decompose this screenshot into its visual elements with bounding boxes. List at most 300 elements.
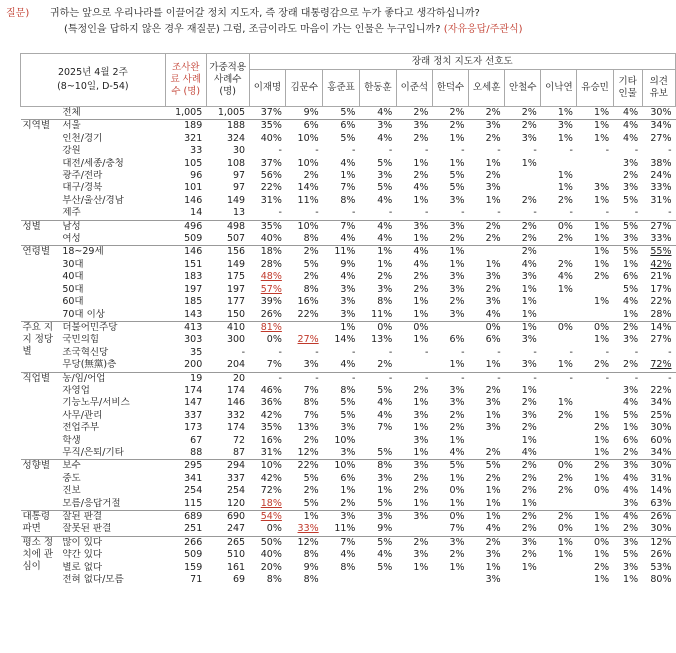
percent-value: 34% (650, 120, 672, 132)
percent-cell (323, 284, 360, 296)
percent-cell (323, 359, 360, 372)
percent-value: 8% (303, 283, 319, 295)
percent-value: 1% (485, 561, 501, 573)
percent-value: 22% (650, 296, 672, 308)
percent-value: 1% (594, 523, 610, 535)
percent-value: 2% (485, 220, 501, 232)
sample-complete-cell: 251 (184, 523, 203, 535)
percent-value: - (278, 372, 282, 384)
percent-cell (286, 120, 323, 133)
percent-cell (613, 385, 642, 397)
row-category: 남성 (59, 220, 165, 233)
percent-value: - (634, 207, 639, 219)
percent-value: 14% (650, 485, 672, 497)
percent-value: 3% (340, 446, 356, 458)
percent-cell (505, 460, 541, 473)
percent-cell (323, 182, 360, 194)
percent-value: 3% (413, 120, 429, 132)
percent-value: 4% (623, 107, 639, 118)
percent-cell (541, 284, 577, 296)
percent-value: 33% (650, 233, 672, 245)
percent-value: 2% (521, 511, 537, 522)
percent-value: 1% (521, 308, 537, 320)
percent-value: 5% (377, 561, 393, 573)
percent-cell (505, 562, 541, 574)
percent-value: 6% (303, 120, 319, 132)
percent-cell (359, 158, 396, 170)
column-header: 한덕수 (432, 70, 468, 107)
percent-value: 0% (557, 460, 573, 472)
percent-cell (249, 347, 286, 359)
percent-value: - (533, 145, 537, 157)
percent-cell (541, 107, 577, 120)
percent-cell (432, 562, 468, 574)
percent-value: 18% (260, 497, 282, 509)
percent-value: 1% (413, 233, 429, 245)
percent-value: 12% (650, 536, 672, 548)
percent-cell (286, 523, 323, 536)
percent-cell (505, 195, 541, 207)
percent-value: 2% (623, 359, 639, 371)
percent-cell (323, 473, 360, 485)
percent-value: - (533, 346, 537, 358)
table-row (21, 410, 676, 422)
percent-value: 3% (340, 422, 356, 434)
percent-value: - (424, 207, 429, 219)
percent-value: 1% (594, 233, 610, 245)
percent-value: 3% (485, 574, 501, 586)
percent-cell (642, 422, 675, 434)
percent-cell (323, 410, 360, 422)
percent-value: - (424, 346, 429, 358)
table-row (21, 133, 676, 145)
percent-value: 2% (594, 271, 610, 283)
percent-value: 34% (650, 397, 672, 409)
percent-cell (359, 271, 396, 283)
percent-cell (505, 498, 541, 511)
percent-value: 7% (303, 384, 319, 396)
percent-cell (541, 334, 577, 346)
percent-value: - (634, 145, 639, 157)
table-row (21, 347, 676, 359)
percent-cell (396, 447, 432, 460)
row-category: 18~29세 (59, 246, 165, 259)
percent-cell (249, 410, 286, 422)
percent-cell (396, 359, 432, 372)
percent-cell (396, 549, 432, 561)
percent-value: - (533, 207, 537, 219)
percent-cell (469, 385, 505, 397)
row-group-label: 성별 (21, 220, 60, 246)
percent-cell (286, 359, 323, 372)
percent-value: 5% (623, 409, 639, 421)
percent-value: 7% (340, 182, 356, 194)
percent-value: 2% (623, 523, 639, 535)
percent-cell (613, 309, 642, 322)
percent-cell (642, 133, 675, 145)
percent-cell (613, 574, 642, 586)
percent-value: 5% (303, 472, 319, 484)
row-category: 보수 (59, 460, 165, 473)
percent-cell (432, 107, 468, 120)
percent-value: 1% (594, 446, 610, 458)
percent-value: 7% (303, 409, 319, 421)
percent-cell (323, 207, 360, 220)
preference-group-header: 장래 정치 지도자 선호도 (249, 54, 675, 70)
percent-value: 2% (521, 422, 537, 434)
percent-cell (432, 246, 468, 259)
percent-value: 1% (623, 574, 639, 586)
sample-weighted-cell: 265 (206, 536, 249, 549)
percent-cell (613, 536, 642, 549)
percent-cell (359, 511, 396, 524)
percent-value: 1% (557, 536, 573, 548)
percent-value: 1% (521, 384, 537, 396)
sample-weighted-cell: 150 (226, 308, 246, 320)
percent-value: 20% (260, 561, 282, 573)
percent-cell (642, 207, 675, 220)
percent-cell (577, 207, 613, 220)
sample-weighted-cell: 507 (226, 233, 246, 245)
percent-value: 24% (650, 170, 672, 182)
percent-cell (505, 133, 541, 145)
sample-weighted-cell: 156 (206, 246, 249, 259)
sample-weighted-cell: 69 (232, 574, 246, 586)
percent-cell (505, 385, 541, 397)
percent-cell (396, 170, 432, 182)
percent-value: 0% (557, 523, 573, 535)
percent-value: 1% (623, 422, 639, 434)
percent-cell (577, 107, 613, 120)
percent-cell (469, 447, 505, 460)
percent-cell (249, 334, 286, 346)
percent-value: 2% (521, 120, 537, 132)
percent-cell (249, 511, 286, 524)
percent-cell (359, 309, 396, 322)
column-header: 이낙연 (541, 70, 577, 107)
percent-value: 5% (449, 182, 465, 194)
percent-cell (577, 195, 613, 207)
percent-value: 4% (377, 409, 393, 421)
percent-cell (432, 296, 468, 308)
percent-cell (541, 410, 577, 422)
percent-value: 2% (557, 409, 573, 421)
percent-cell (505, 259, 541, 271)
percent-cell (613, 562, 642, 574)
percent-cell (432, 549, 468, 561)
sample-weighted-cell: 87 (232, 446, 246, 458)
percent-value: 6% (623, 271, 639, 283)
percent-cell (396, 422, 432, 434)
percent-value: 3% (340, 308, 356, 320)
table-row (21, 271, 676, 283)
percent-value: 2% (485, 233, 501, 245)
row-category: 학생 (62, 434, 81, 446)
table-row (21, 246, 676, 259)
percent-cell (469, 145, 505, 157)
sample-complete-cell: 254 (184, 485, 203, 497)
percent-value: 4% (623, 296, 639, 308)
percent-value: 8% (303, 574, 319, 586)
percent-cell (249, 246, 286, 259)
percent-value: 1% (594, 434, 610, 446)
percent-value: 3% (521, 409, 537, 421)
percent-cell (359, 435, 396, 447)
percent-cell (577, 574, 613, 586)
percent-cell (286, 574, 323, 586)
percent-cell (249, 498, 286, 511)
percent-cell (469, 271, 505, 283)
table-row (21, 321, 676, 334)
percent-value: - (605, 372, 610, 384)
percent-cell (505, 145, 541, 157)
percent-cell (286, 296, 323, 308)
percent-cell (577, 385, 613, 397)
percent-cell (541, 321, 577, 334)
percent-value: 1% (485, 485, 501, 497)
percent-value: - (461, 372, 465, 384)
row-category: 전업주부 (62, 422, 100, 434)
percent-cell (613, 410, 642, 422)
percent-cell (469, 498, 505, 511)
percent-value: 2% (557, 194, 573, 206)
percent-cell (505, 120, 541, 133)
percent-cell (396, 207, 432, 220)
percent-cell (323, 195, 360, 207)
percent-cell (577, 372, 613, 385)
percent-cell (286, 435, 323, 447)
percent-value: 8% (266, 574, 282, 586)
percent-value: - (278, 207, 282, 219)
percent-cell (469, 170, 505, 182)
percent-cell (613, 271, 642, 283)
percent-cell (642, 145, 675, 157)
percent-cell (323, 498, 360, 511)
sample-weighted-cell: 1,005 (206, 107, 249, 120)
percent-value: 11% (334, 523, 356, 535)
percent-cell (432, 385, 468, 397)
percent-value: 5% (377, 157, 393, 169)
percent-cell (396, 536, 432, 549)
percent-cell (396, 271, 432, 283)
percent-value: 2% (623, 170, 639, 182)
sample-complete-cell: 67 (190, 434, 203, 446)
percent-value: 28% (260, 258, 282, 270)
percent-value: 26% (650, 511, 672, 522)
percent-cell (541, 372, 577, 385)
percent-value: 2% (521, 397, 537, 409)
percent-value: 26% (650, 549, 672, 561)
percent-value: 2% (449, 233, 465, 245)
percent-value: 8% (340, 384, 356, 396)
percent-value: 4% (623, 120, 639, 132)
percent-cell (249, 473, 286, 485)
percent-cell (396, 385, 432, 397)
percent-cell (359, 233, 396, 246)
percent-cell (541, 485, 577, 497)
percent-value: 7% (449, 523, 465, 535)
percent-value: 1% (521, 321, 537, 333)
percent-value: 8% (303, 549, 319, 561)
percent-cell (359, 536, 396, 549)
question-label: 질문) (6, 8, 30, 19)
percent-value: 1% (623, 258, 639, 270)
percent-value: 1% (594, 246, 610, 258)
percent-value: 4% (377, 233, 393, 245)
percent-cell (577, 259, 613, 271)
percent-value: 10% (334, 460, 356, 472)
sample-complete-cell: 174 (184, 384, 203, 396)
percent-cell (323, 220, 360, 233)
percent-value: 9% (340, 258, 356, 270)
percent-value: 3% (485, 271, 501, 283)
row-group-label: 직업별 (21, 372, 60, 460)
percent-cell (323, 435, 360, 447)
percent-cell (323, 321, 360, 334)
row-category: 중도 (62, 472, 81, 484)
percent-value: 8% (303, 397, 319, 409)
row-category: 70대 이상 (62, 308, 105, 320)
percent-cell (642, 372, 675, 385)
percent-cell (432, 145, 468, 157)
sample-complete-cell: 146 (165, 246, 206, 259)
percent-value: 10% (297, 157, 319, 169)
percent-value: 1% (623, 308, 639, 320)
percent-value: - (388, 346, 393, 358)
percent-value: 3% (340, 283, 356, 295)
percent-cell (249, 133, 286, 145)
percent-cell (323, 334, 360, 346)
percent-value: 2% (377, 271, 393, 283)
results-table (20, 53, 676, 586)
percent-cell (642, 220, 675, 233)
sample-weighted-cell: 174 (226, 384, 246, 396)
percent-cell (286, 233, 323, 246)
percent-value: 4% (377, 107, 393, 118)
percent-value: 25% (650, 409, 672, 421)
percent-cell (541, 447, 577, 460)
percent-cell (432, 498, 468, 511)
sample-weighted-cell: 294 (206, 460, 249, 473)
percent-value: 10% (334, 434, 356, 446)
percent-cell (577, 133, 613, 145)
percent-cell (577, 422, 613, 434)
row-group-label: 연령별 (21, 246, 60, 321)
column-header: 오세훈 (469, 70, 505, 107)
percent-cell (541, 133, 577, 145)
percent-value: 3% (485, 422, 501, 434)
percent-cell (613, 170, 642, 182)
sample-weighted-cell: 197 (226, 283, 246, 295)
percent-value: 1% (377, 246, 393, 258)
percent-value: 3% (377, 511, 393, 522)
percent-cell (642, 120, 675, 133)
table-row (21, 309, 676, 322)
percent-value: 1% (485, 194, 501, 206)
sample-weighted-cell: 204 (226, 359, 246, 371)
percent-cell (286, 170, 323, 182)
percent-value: 1% (521, 497, 537, 509)
table-row (21, 334, 676, 346)
table-row (21, 359, 676, 372)
percent-value: 3% (413, 220, 429, 232)
percent-cell (286, 145, 323, 157)
percent-value: 30% (650, 460, 672, 472)
percent-value: 2% (623, 446, 639, 458)
percent-cell (469, 233, 505, 246)
table-row (21, 233, 676, 246)
percent-cell (577, 321, 613, 334)
percent-value: 3% (521, 359, 537, 371)
sample-weighted-cell: 120 (226, 497, 246, 509)
percent-cell (249, 233, 286, 246)
percent-cell (505, 422, 541, 434)
percent-cell (613, 460, 642, 473)
percent-cell (432, 170, 468, 182)
percent-cell (323, 107, 360, 120)
percent-cell (323, 549, 360, 561)
percent-value: 8% (303, 233, 319, 245)
percent-cell (396, 511, 432, 524)
percent-cell (286, 133, 323, 145)
percent-value: 1% (594, 132, 610, 144)
percent-cell (432, 321, 468, 334)
row-category: 전체 (59, 107, 165, 120)
percent-value: 6% (340, 472, 356, 484)
percent-value: 4% (340, 359, 356, 371)
percent-value: 3% (413, 549, 429, 561)
percent-cell (249, 182, 286, 194)
row-category: 무당(無黨)층 (62, 359, 117, 371)
row-category: 약간 있다 (62, 549, 103, 561)
percent-cell (613, 397, 642, 409)
sample-complete-cell: 197 (184, 283, 203, 295)
percent-value: 2% (485, 170, 501, 182)
percent-cell (505, 536, 541, 549)
column-header: 한동훈 (359, 70, 396, 107)
percent-cell (541, 158, 577, 170)
percent-cell (505, 511, 541, 524)
percent-value: 1% (449, 561, 465, 573)
percent-cell (323, 511, 360, 524)
percent-cell (286, 473, 323, 485)
percent-value: 3% (449, 271, 465, 283)
percent-cell (249, 549, 286, 561)
percent-cell (249, 447, 286, 460)
percent-value: 3% (449, 308, 465, 320)
percent-cell (469, 460, 505, 473)
percent-cell (541, 347, 577, 359)
percent-cell (323, 385, 360, 397)
percent-value: - (497, 145, 501, 157)
percent-cell (396, 523, 432, 536)
sample-complete-cell: 1,005 (165, 107, 206, 120)
percent-cell (359, 422, 396, 434)
column-header: 기타 인물 (613, 70, 642, 107)
percent-cell (249, 296, 286, 308)
percent-cell (323, 271, 360, 283)
sample-weighted-cell: 174 (226, 422, 246, 434)
row-category: 제주 (62, 207, 81, 219)
sample-complete-cell: 146 (184, 194, 203, 206)
percent-value: 2% (521, 246, 537, 258)
percent-cell (577, 359, 613, 372)
percent-value: 1% (413, 308, 429, 320)
row-category: 강원 (62, 145, 81, 157)
percent-cell (577, 334, 613, 346)
percent-value: 1% (485, 258, 501, 270)
percent-value: 3% (377, 472, 393, 484)
